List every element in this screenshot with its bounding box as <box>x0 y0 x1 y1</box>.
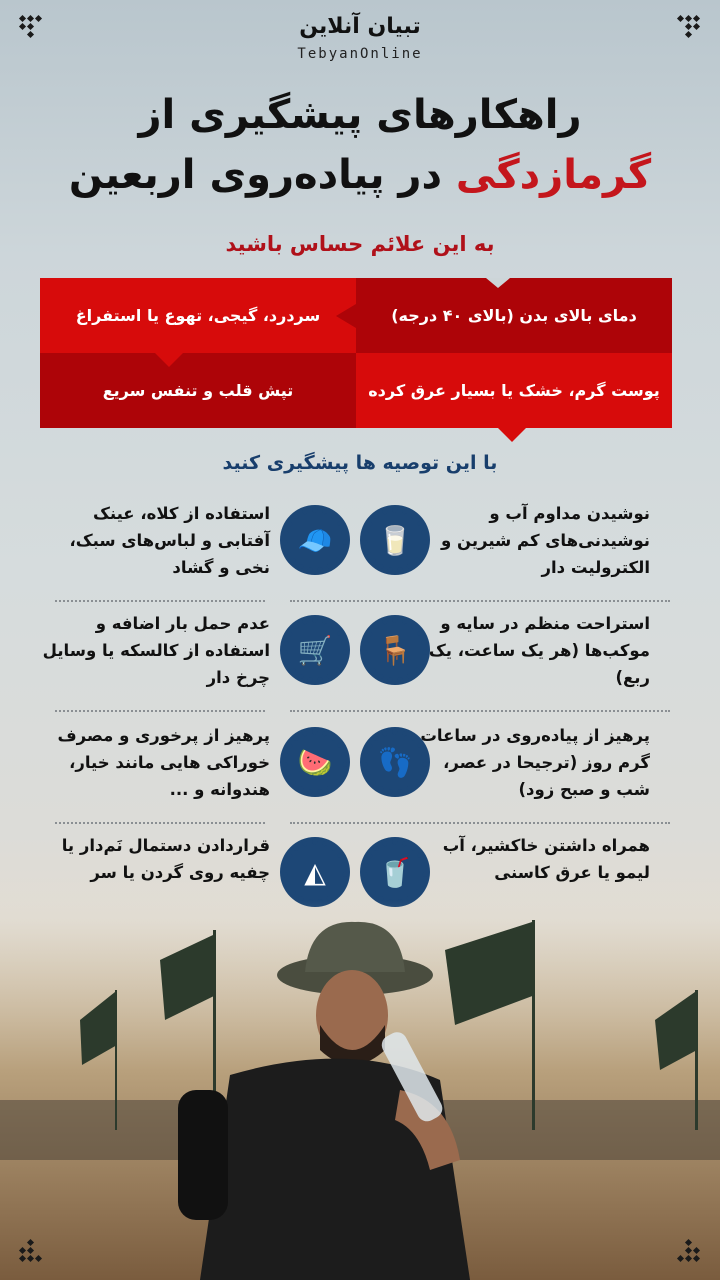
notch <box>155 353 183 367</box>
footprints-icon: 👣 <box>363 730 427 794</box>
tip-item: پرهیز از پیاده‌روی در ساعات گرم روز (ترجیحا در عصر، شب و صبح زود) <box>420 726 650 799</box>
seated-person-icon: 🪑 <box>363 618 427 682</box>
drink-icon: 🥤 <box>363 840 427 904</box>
symptom-item: سردرد، گیجی، تهوع یا استفراغ <box>40 278 356 353</box>
tips-heading: با این توصیه ها پیشگیری کنید <box>222 452 498 474</box>
watermelon-icon: 🍉 <box>283 730 347 794</box>
symptom-item: پوست گرم، خشک یا بسیار عرق کرده <box>356 353 672 428</box>
page-title-line2 <box>0 152 720 198</box>
divider <box>55 600 265 602</box>
brand-logo: تبیان آنلاین <box>299 14 421 39</box>
symptoms-heading: به این علائم حساس باشید <box>225 232 495 256</box>
symptom-item: تپش قلب و تنفس سریع <box>40 353 356 428</box>
symptoms-grid <box>40 278 672 428</box>
tip-item: استفاده از کلاه، عینک آفتابی و لباس‌های سبک، نخی و گشاد <box>69 504 270 577</box>
title-highlight: گرمازدگی <box>455 152 652 198</box>
symptom-item: دمای بالای بدن (بالای ۴۰ درجه) <box>356 278 672 353</box>
tip-item: عدم حمل بار اضافه و استفاده از کالسکه یا وسایل چرخ دار <box>42 614 270 687</box>
page-title-line1: راهکارهای پیشگیری از <box>138 92 582 138</box>
notch <box>336 304 356 328</box>
divider <box>290 600 670 602</box>
tip-item: قراردادن دستمال نَم‌دار یا چفیه روی گردن یا سر <box>61 836 270 882</box>
title-rest: در پیاده‌روی اربعین <box>68 152 442 198</box>
divider <box>55 710 265 712</box>
divider <box>290 710 670 712</box>
water-glass-icon: 🥛 <box>363 508 427 572</box>
notch <box>486 278 510 288</box>
divider <box>55 822 265 824</box>
corner-ornament <box>678 1240 700 1262</box>
corner-ornament <box>20 1240 42 1262</box>
tip-item: همراه داشتن خاکشیر، آب لیمو یا عرق کاسنی <box>442 836 650 882</box>
tip-item: استراحت منظم در سایه و موکب‌ها (هر یک ساعت، یک ربع) <box>428 614 650 687</box>
pilgrim-photo <box>0 900 720 1280</box>
tip-item: پرهیز از پرخوری و مصرف خوراکی هایی مانند خیار، هندوانه و ... <box>57 726 270 799</box>
notch <box>498 428 526 442</box>
wet-cloth-icon: ◭ <box>283 840 347 904</box>
cap-icon: 🧢 <box>283 508 347 572</box>
divider <box>290 822 670 824</box>
brand-logo-latin: TebyanOnline <box>297 46 423 62</box>
stroller-icon: 🛒 <box>283 618 347 682</box>
tip-item: نوشیدن مداوم آب و نوشیدنی‌های کم شیرین و الکترولیت دار <box>441 504 650 577</box>
